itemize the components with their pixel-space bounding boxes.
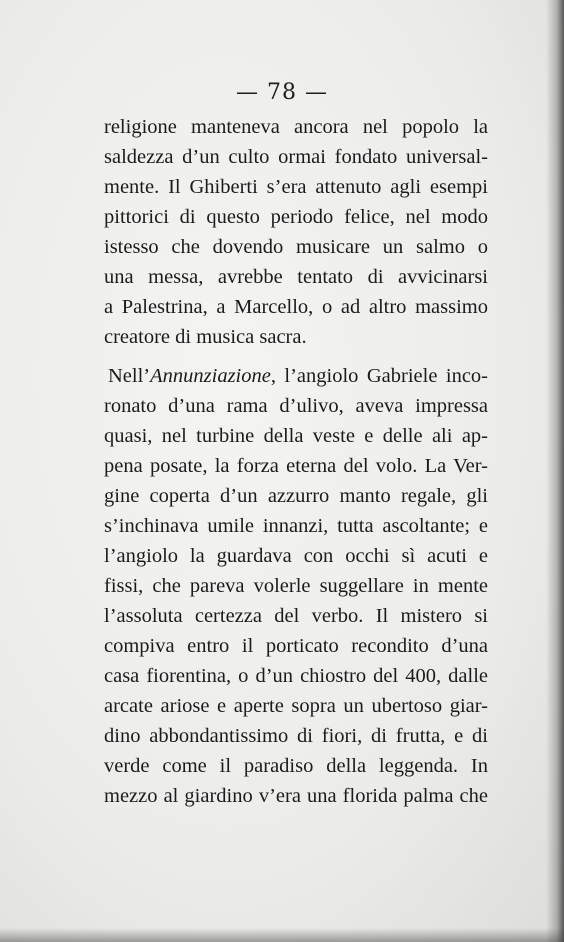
text-line: casa fiorentina, o d’un chiostro del 400, dalle: [104, 665, 488, 687]
text-line: istesso che dovendo musicare un salmo o: [104, 236, 488, 258]
body-text: [104, 112, 488, 811]
text-line: compiva entro il porticato recondito d’una: [104, 635, 488, 657]
text-line: religione manteneva ancora nel popolo la: [104, 116, 488, 138]
text-line: una messa, avrebbe tentato di avvicinarsi: [104, 266, 488, 288]
text-line: dino abbondantissimo di fiori, di frutta, e di: [104, 725, 488, 747]
text-line: verde come il paradiso della leggenda. In: [104, 755, 488, 777]
text-line: fissi, che pareva volerle suggellare in mente: [104, 575, 488, 597]
text-line: s’inchinava umile innanzi, tutta ascoltante; e: [104, 515, 488, 537]
line-suffix: , l’angiolo Gabriele inco-: [270, 365, 488, 387]
italic-title: Annunziazione: [150, 365, 271, 387]
text-line: mente. Il Ghiberti s’era attenuto agli esempi: [104, 176, 488, 198]
line-prefix: Nell’: [108, 365, 151, 387]
text-line: mezzo al giardino v’era una florida palma che: [104, 785, 488, 807]
text-line: arcate ariose e aperte sopra un ubertoso giar-: [104, 695, 488, 717]
text-line: quasi, nel turbine della veste e delle ali ap-: [104, 425, 488, 447]
paragraph-2: [104, 361, 488, 811]
text-line: ronato d’una rama d’ulivo, aveva impressa: [104, 395, 488, 417]
page-number: — 78 —: [236, 80, 328, 105]
text-line: gine coperta d’un azzurro manto regale, gli: [104, 485, 488, 507]
paragraph-1: [104, 112, 488, 352]
paragraph-spacer: [104, 352, 488, 361]
text-line: l’angiolo la guardava con occhi sì acuti e: [104, 545, 488, 567]
text-line: a Palestrina, a Marcello, o ad altro massimo: [104, 296, 488, 318]
text-line: pittorici di questo periodo felice, nel modo: [104, 206, 488, 228]
text-line: saldezza d’un culto ormai fondato universal-: [104, 146, 488, 168]
page-edge-shadow-right: [546, 0, 564, 942]
text-line: [104, 361, 488, 391]
text-line: creatore di musica sacra.: [104, 326, 307, 348]
text-line: l’assoluta certezza del verbo. Il mistero si: [104, 605, 488, 627]
page-edge-shadow-bottom: [0, 928, 564, 942]
text-line: pena posate, la forza eterna del volo. La Ver-: [104, 455, 488, 477]
